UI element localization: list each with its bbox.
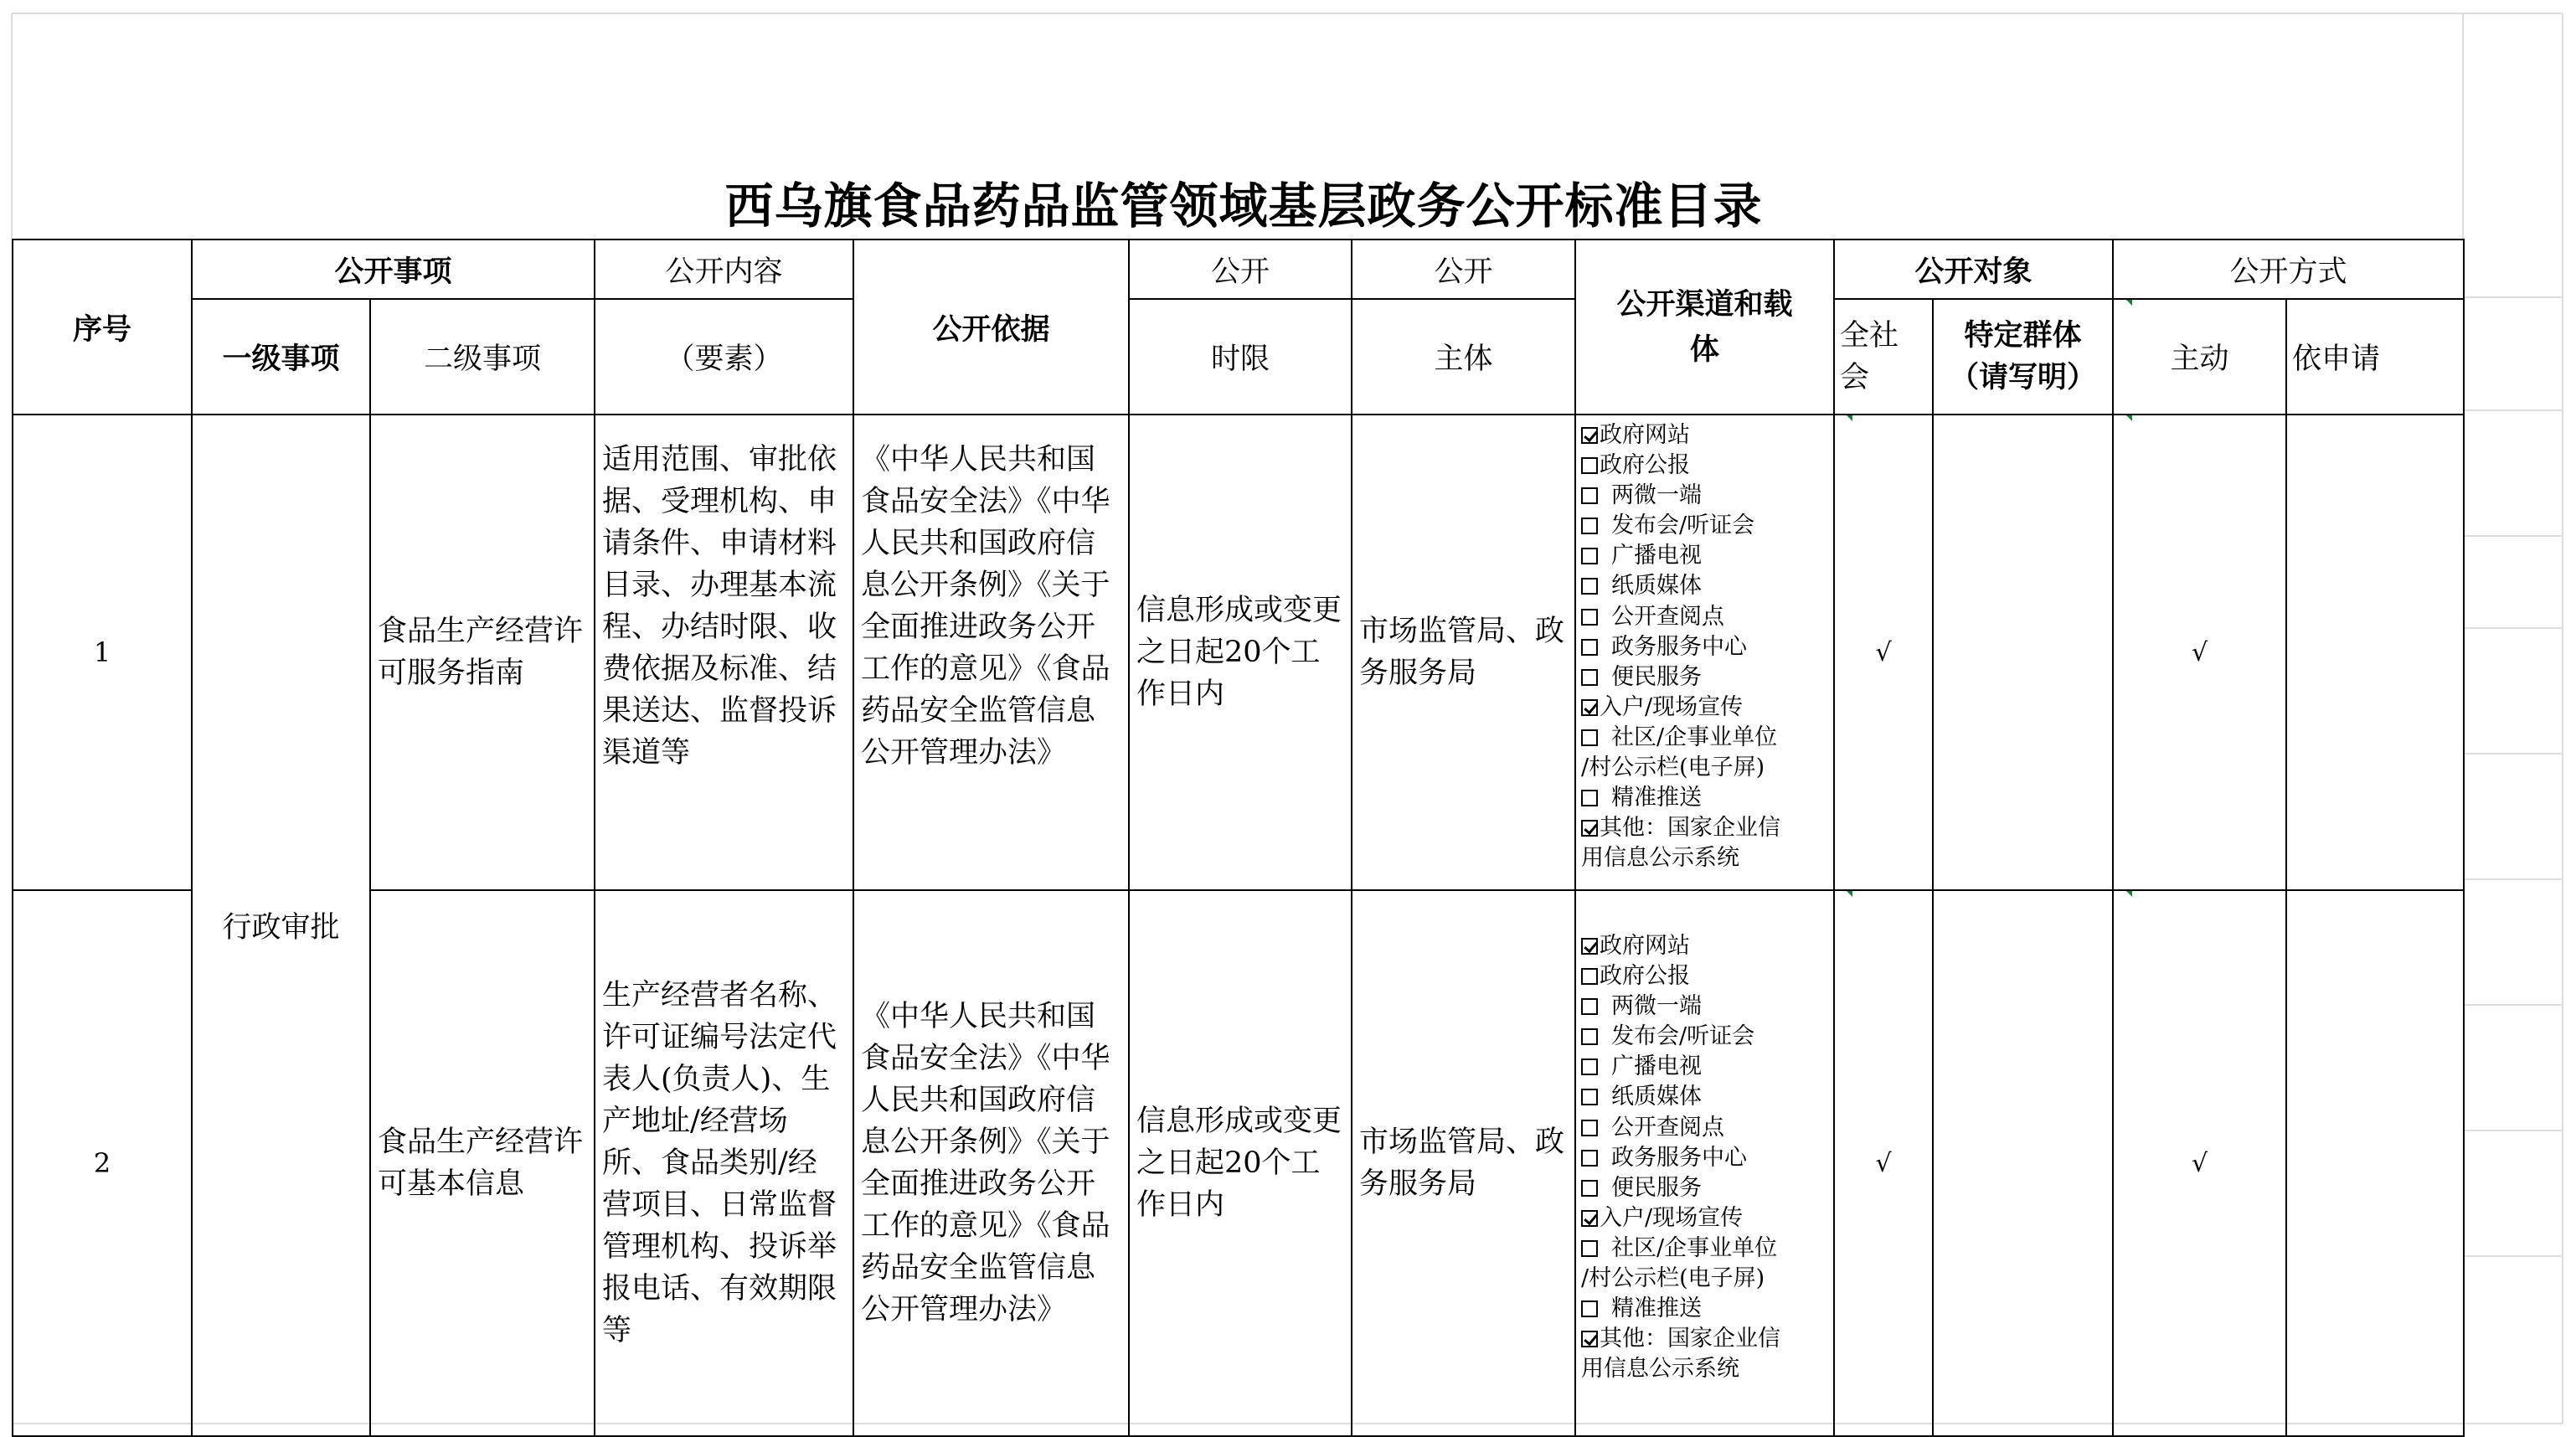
- row-subject: 市场监管局、政务服务局: [1352, 890, 1575, 1436]
- header-all-society: [1834, 299, 1933, 415]
- row-level2: 食品生产经营许可基本信息: [370, 890, 595, 1436]
- table-row: [13, 415, 2464, 890]
- unchecked-box-icon[interactable]: [1581, 968, 1598, 985]
- channel-option: [1581, 602, 1830, 632]
- catalog-table: [12, 239, 2465, 1437]
- channel-label: /村公示栏(电子屏): [1581, 755, 1765, 781]
- header-method: 公开方式: [2113, 240, 2464, 299]
- channel-label: 政府网站: [1600, 422, 1691, 448]
- channel-label: 政府公报: [1600, 963, 1691, 990]
- channel-option: [1581, 1082, 1830, 1112]
- channel-option: [1581, 632, 1830, 662]
- channel-option: [1581, 991, 1830, 1022]
- unchecked-box-icon[interactable]: [1581, 790, 1598, 806]
- channel-label: 用信息公示系统: [1581, 845, 1740, 872]
- row-level1: 行政审批: [192, 415, 370, 1436]
- header-subject-top: 公开: [1352, 240, 1575, 299]
- channel-option: [1581, 1354, 1830, 1384]
- table-row: [13, 890, 2464, 1436]
- channel-label: 纸质媒体: [1611, 573, 1703, 600]
- cell-comment-marker: [1847, 415, 1852, 421]
- channel-label: 便民服务: [1611, 663, 1703, 690]
- header-level2: 二级事项: [370, 299, 595, 415]
- channel-label: 政务服务中心: [1611, 633, 1748, 660]
- row-content: 生产经营者名称、许可证编号法定代表人(负责人)、生产地址/经营场所、食品类别/经营项目、日常监督管理机构、投诉举报电话、有效期限等: [595, 890, 853, 1436]
- channel-option: [1581, 1052, 1830, 1082]
- unchecked-box-icon[interactable]: [1581, 457, 1598, 474]
- unchecked-box-icon[interactable]: [1581, 487, 1598, 504]
- row-content: 适用范围、审批依据、受理机构、申请条件、申请材料目录、办理基本流程、办结时限、收费依据及标准、结果送达、监督投诉渠道等: [595, 415, 853, 890]
- row-basis: 《中华人民共和国食品安全法》《中华人民共和国政府信息公开条例》《关于全面推进政务公开工作的意见》《食品药品安全监管信息公开管理办法》: [853, 415, 1129, 890]
- channel-option: [1581, 753, 1830, 783]
- channel-label: 两微一端: [1611, 993, 1703, 1020]
- header-specific-line1: 特定群体: [1964, 318, 2082, 353]
- channel-label: 社区/企事业单位: [1611, 1234, 1778, 1261]
- header-specific: [1933, 299, 2113, 415]
- channel-option: [1581, 511, 1830, 541]
- header-time-bottom: 时限: [1129, 299, 1352, 415]
- page-title: 西乌旗食品药品监管领域基层政务公开标准目录: [724, 178, 1763, 234]
- channel-option: [1581, 723, 1830, 753]
- row-all-society: √: [1834, 890, 1933, 1436]
- channel-option: [1581, 843, 1830, 873]
- unchecked-box-icon[interactable]: [1581, 578, 1598, 595]
- channel-option: [1581, 1173, 1830, 1203]
- channel-option: [1581, 1143, 1830, 1173]
- channel-label: 广播电视: [1611, 543, 1703, 569]
- channel-option: [1581, 662, 1830, 693]
- channel-option: [1581, 1113, 1830, 1143]
- row-time: 信息形成或变更之日起20个工作日内: [1129, 890, 1352, 1436]
- channel-label: 其他：国家企业信: [1600, 815, 1781, 842]
- checked-box-icon[interactable]: [1581, 427, 1598, 444]
- row-specific: [1933, 415, 2113, 890]
- row-seq: 2: [13, 890, 192, 1436]
- channel-option: [1581, 1022, 1830, 1052]
- channel-option: [1581, 1234, 1830, 1264]
- channel-label: 精准推送: [1611, 785, 1703, 811]
- row-channels: [1575, 415, 1834, 890]
- row-time: 信息形成或变更之日起20个工作日内: [1129, 415, 1352, 890]
- channel-label: 政府公报: [1600, 452, 1691, 479]
- row-channels: [1575, 890, 1834, 1436]
- unchecked-box-icon[interactable]: [1581, 639, 1598, 656]
- channel-option: [1581, 571, 1830, 601]
- row-on-request: [2286, 415, 2464, 890]
- channel-label: 纸质媒体: [1611, 1084, 1703, 1110]
- unchecked-box-icon[interactable]: [1581, 1120, 1598, 1136]
- header-all-society-line1: 全社: [1840, 319, 1899, 353]
- row-seq: 1: [13, 415, 192, 890]
- checked-box-icon[interactable]: [1581, 1331, 1598, 1347]
- unchecked-box-icon[interactable]: [1581, 1180, 1598, 1197]
- header-channel: [1575, 240, 1834, 415]
- header-specific-line2: （请写明）: [1950, 360, 2097, 394]
- checked-box-icon[interactable]: [1581, 699, 1598, 716]
- channel-label: 政务服务中心: [1611, 1144, 1748, 1171]
- channel-label: /村公示栏(电子屏): [1581, 1265, 1765, 1292]
- header-level1: 一级事项: [192, 299, 370, 415]
- channel-label: 公开查阅点: [1611, 1114, 1725, 1141]
- unchecked-box-icon[interactable]: [1581, 729, 1598, 746]
- header-active: 主动: [2113, 299, 2286, 415]
- header-seq: 序号: [13, 240, 192, 415]
- channel-label: 发布会/听证会: [1611, 1023, 1755, 1050]
- channel-option: [1581, 481, 1830, 511]
- unchecked-box-icon[interactable]: [1581, 1028, 1598, 1045]
- cell-comment-marker: [2126, 891, 2132, 897]
- checked-box-icon[interactable]: [1581, 938, 1598, 955]
- row-subject: 市场监管局、政务服务局: [1352, 415, 1575, 890]
- channel-option: [1581, 541, 1830, 571]
- row-basis: 《中华人民共和国食品安全法》《中华人民共和国政府信息公开条例》《关于全面推进政务公开工作的意见》《食品药品安全监管信息公开管理办法》: [853, 890, 1129, 1436]
- channel-option: [1581, 931, 1830, 961]
- channel-option: [1581, 693, 1830, 723]
- header-content-bottom: （要素）: [595, 299, 853, 415]
- channel-option: [1581, 1294, 1830, 1324]
- unchecked-box-icon[interactable]: [1581, 1301, 1598, 1317]
- channel-label: 政府网站: [1600, 933, 1691, 959]
- channel-label: 精准推送: [1611, 1295, 1703, 1322]
- row-active: √: [2113, 415, 2286, 890]
- channel-option: [1581, 451, 1830, 481]
- channel-label: 入户/现场宣传: [1600, 693, 1744, 720]
- channel-option: [1581, 813, 1830, 843]
- channel-label: 社区/企事业单位: [1611, 724, 1778, 750]
- header-audience: 公开对象: [1834, 240, 2113, 299]
- channel-label: 入户/现场宣传: [1600, 1204, 1744, 1231]
- header-basis: 公开依据: [853, 240, 1129, 415]
- unchecked-box-icon[interactable]: [1581, 548, 1598, 564]
- channel-label: 广播电视: [1611, 1053, 1703, 1080]
- header-channel-line1: 公开渠道和载: [1616, 286, 1793, 322]
- header-channel-line2: 体: [1690, 332, 1720, 367]
- channel-list: [1576, 420, 1833, 873]
- cell-comment-marker: [2126, 415, 2132, 421]
- row-level2: 食品生产经营许可服务指南: [370, 415, 595, 890]
- channel-option: [1581, 961, 1830, 991]
- row-all-society: √: [1834, 415, 1933, 890]
- cell-comment-marker: [1847, 891, 1852, 897]
- unchecked-box-icon[interactable]: [1581, 669, 1598, 686]
- unchecked-box-icon[interactable]: [1581, 518, 1598, 534]
- unchecked-box-icon[interactable]: [1581, 1058, 1598, 1075]
- header-all-society-line2: 会: [1840, 361, 1870, 394]
- row-active: √: [2113, 890, 2286, 1436]
- channel-option: [1581, 420, 1830, 451]
- channel-option: [1581, 1324, 1830, 1354]
- checked-box-icon[interactable]: [1581, 820, 1598, 837]
- header-time-top: 公开: [1129, 240, 1352, 299]
- header-subject-bottom: 主体: [1352, 299, 1575, 415]
- unchecked-box-icon[interactable]: [1581, 1150, 1598, 1167]
- channel-list: [1576, 931, 1833, 1384]
- channel-label: 其他：国家企业信: [1600, 1326, 1781, 1352]
- channel-label: 便民服务: [1611, 1174, 1703, 1201]
- channel-option: [1581, 1203, 1830, 1234]
- row-on-request: [2286, 890, 2464, 1436]
- channel-label: 两微一端: [1611, 482, 1703, 509]
- header-items: 公开事项: [192, 240, 595, 299]
- unchecked-box-icon[interactable]: [1581, 1089, 1598, 1105]
- unchecked-box-icon[interactable]: [1581, 609, 1598, 626]
- channel-option: [1581, 1264, 1830, 1294]
- channel-label: 发布会/听证会: [1611, 512, 1755, 539]
- unchecked-box-icon[interactable]: [1581, 1240, 1598, 1257]
- channel-label: 用信息公示系统: [1581, 1356, 1740, 1383]
- unchecked-box-icon[interactable]: [1581, 998, 1598, 1015]
- channel-label: 公开查阅点: [1611, 603, 1725, 630]
- header-on-request: 依申请: [2286, 299, 2464, 415]
- cell-comment-marker: [2126, 300, 2132, 306]
- checked-box-icon[interactable]: [1581, 1210, 1598, 1227]
- header-content-top: 公开内容: [595, 240, 853, 299]
- channel-option: [1581, 783, 1830, 813]
- row-specific: [1933, 890, 2113, 1436]
